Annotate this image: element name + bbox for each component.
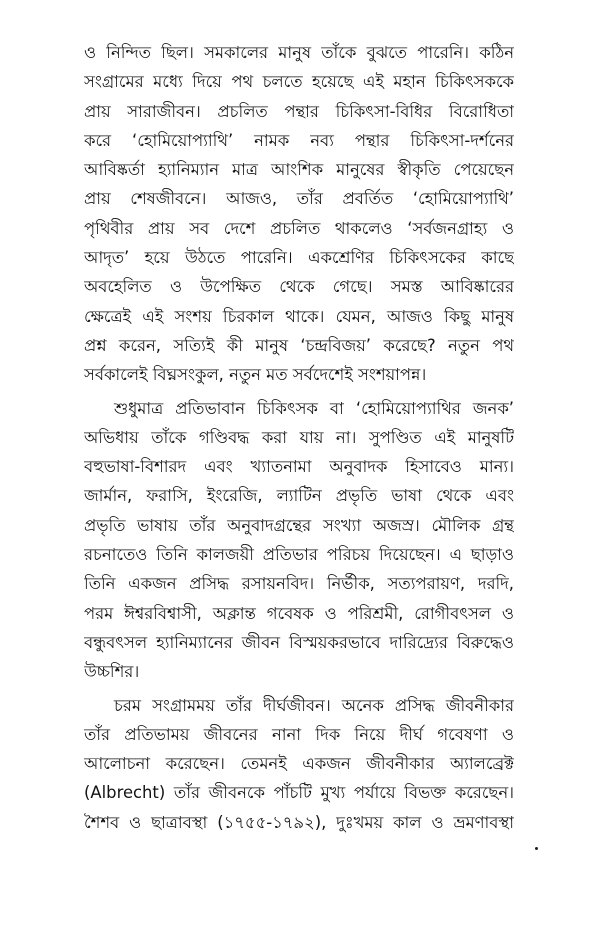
- text-line: প্রায় শেষজীবনে। আজও, তাঁর প্রবর্তিত ‘হোমিয়োপ্যাথি’: [84, 189, 514, 209]
- text-line: বহুভাষা-বিশারদ এবং খ্যাতনামা অনুবাদক হিসাবেও মান্য।: [84, 457, 514, 477]
- paragraph-1: [84, 38, 514, 390]
- text-line: রচনাতেও তিনি কালজয়ী প্রতিভার পরিচয় দিয়েছেন। এ ছাড়াও: [84, 545, 514, 565]
- text-line: তাঁর প্রতিভাময় জীবনের নানা দিক নিয়ে দীর্ঘ গবেষণা ও: [84, 724, 514, 744]
- body-text: [84, 38, 514, 837]
- text-line: প্রায় সারাজীবন। প্রচলিত পন্থার চিকিৎসা-বিধির বিরোধিতা: [84, 101, 514, 121]
- text-line: পৃথিবীর প্রায় সব দেশে প্রচলিত থাকলেও ‘সর্বজনগ্রাহ্য ও: [84, 218, 514, 238]
- text-line: উচ্চশির।: [84, 662, 140, 682]
- text-line: ও নিন্দিত ছিল। সমকালের মানুষ তাঁকে বুঝতে পারেনি। কঠিন: [84, 43, 514, 62]
- paragraph-3: [84, 691, 514, 837]
- text-line: সর্বকালেই বিঘ্নসংকুল, নতুন মত সর্বদেশেই সংশয়াপন্ন।: [84, 365, 427, 385]
- ink-speck: [535, 847, 538, 850]
- text-line: চরম সংগ্রামময় তাঁর দীর্ঘজীবন। অনেক প্রসিদ্ধ জীবনীকার: [114, 695, 514, 715]
- text-line: আলোচনা করেছেন। তেমনই একজন জীবনীকার অ্যালব্রেক্ট: [84, 754, 514, 774]
- text-line: প্রশ্ন করেন, সত্যিই কী মানুষ ‘চন্দ্রবিজয়’ করেছে? নতুন পথ: [84, 335, 514, 355]
- text-line: (Albrecht) তাঁর জীবনকে পাঁচটি মুখ্য পর্যায়ে বিভক্ত করেছেন।: [84, 783, 514, 803]
- text-line: শৈশব ও ছাত্রাবস্থা (১৭৫৫-১৭৯২), দুঃখময় কাল ও ভ্রমণাবস্থা: [84, 812, 514, 832]
- text-line: আবিষ্কর্তা হ্যানিম্যান মাত্র আংশিক মানুষের স্বীকৃতি পেয়েছেন: [84, 160, 514, 180]
- text-line: আদৃত’ হয়ে উঠতে পারেনি। একশ্রেণির চিকিৎসকের কাছে: [84, 248, 514, 268]
- text-line: সংগ্রামের মধ্যে দিয়ে পথ চলতে হয়েছে এই মহান চিকিৎসককে: [84, 72, 514, 92]
- text-line: অভিধায় তাঁকে গণ্ডিবদ্ধ করা যায় না। সুপণ্ডিত এই মানুষটি: [84, 427, 514, 447]
- text-line: পরম ঈশ্বরবিশ্বাসী, অক্লান্ত গবেষক ও পরিশ্রমী, রোগীবৎসল ও: [84, 603, 514, 623]
- text-line: প্রভৃতি ভাষায় তাঁর অনুবাদগ্রন্থের সংখ্যা অজস্র। মৌলিক গ্রন্থ: [84, 515, 514, 535]
- text-line: করে ‘হোমিয়োপ্যাথি’ নামক নব্য পন্থার চিকিৎসা-দর্শনের: [84, 130, 514, 150]
- text-line: অবহেলিত ও উপেক্ষিত থেকে গেছে। সমস্ত আবিষ্কারের: [84, 277, 514, 297]
- text-line: জার্মান, ফরাসি, ইংরেজি, ল্যাটিন প্রভৃতি ভাষা থেকে এবং: [84, 486, 514, 506]
- text-line: ক্ষেত্রেই এই সংশয় চিরকাল থাকে। যেমন, আজও কিছু মানুষ: [84, 306, 514, 326]
- text-line: তিনি একজন প্রসিদ্ধ রসায়নবিদ। নির্ভীক, সত্যপরায়ণ, দরদি,: [84, 574, 514, 594]
- text-line: বন্ধুবৎসল হ্যানিম্যানের জীবন বিস্ময়করভাবে দারিদ্র্যের বিরুদ্ধেও: [84, 632, 514, 652]
- paragraph-2: [84, 394, 514, 687]
- text-line: শুধুমাত্র প্রতিভাবান চিকিৎসক বা ‘হোমিয়োপ্যাথির জনক’: [114, 398, 514, 418]
